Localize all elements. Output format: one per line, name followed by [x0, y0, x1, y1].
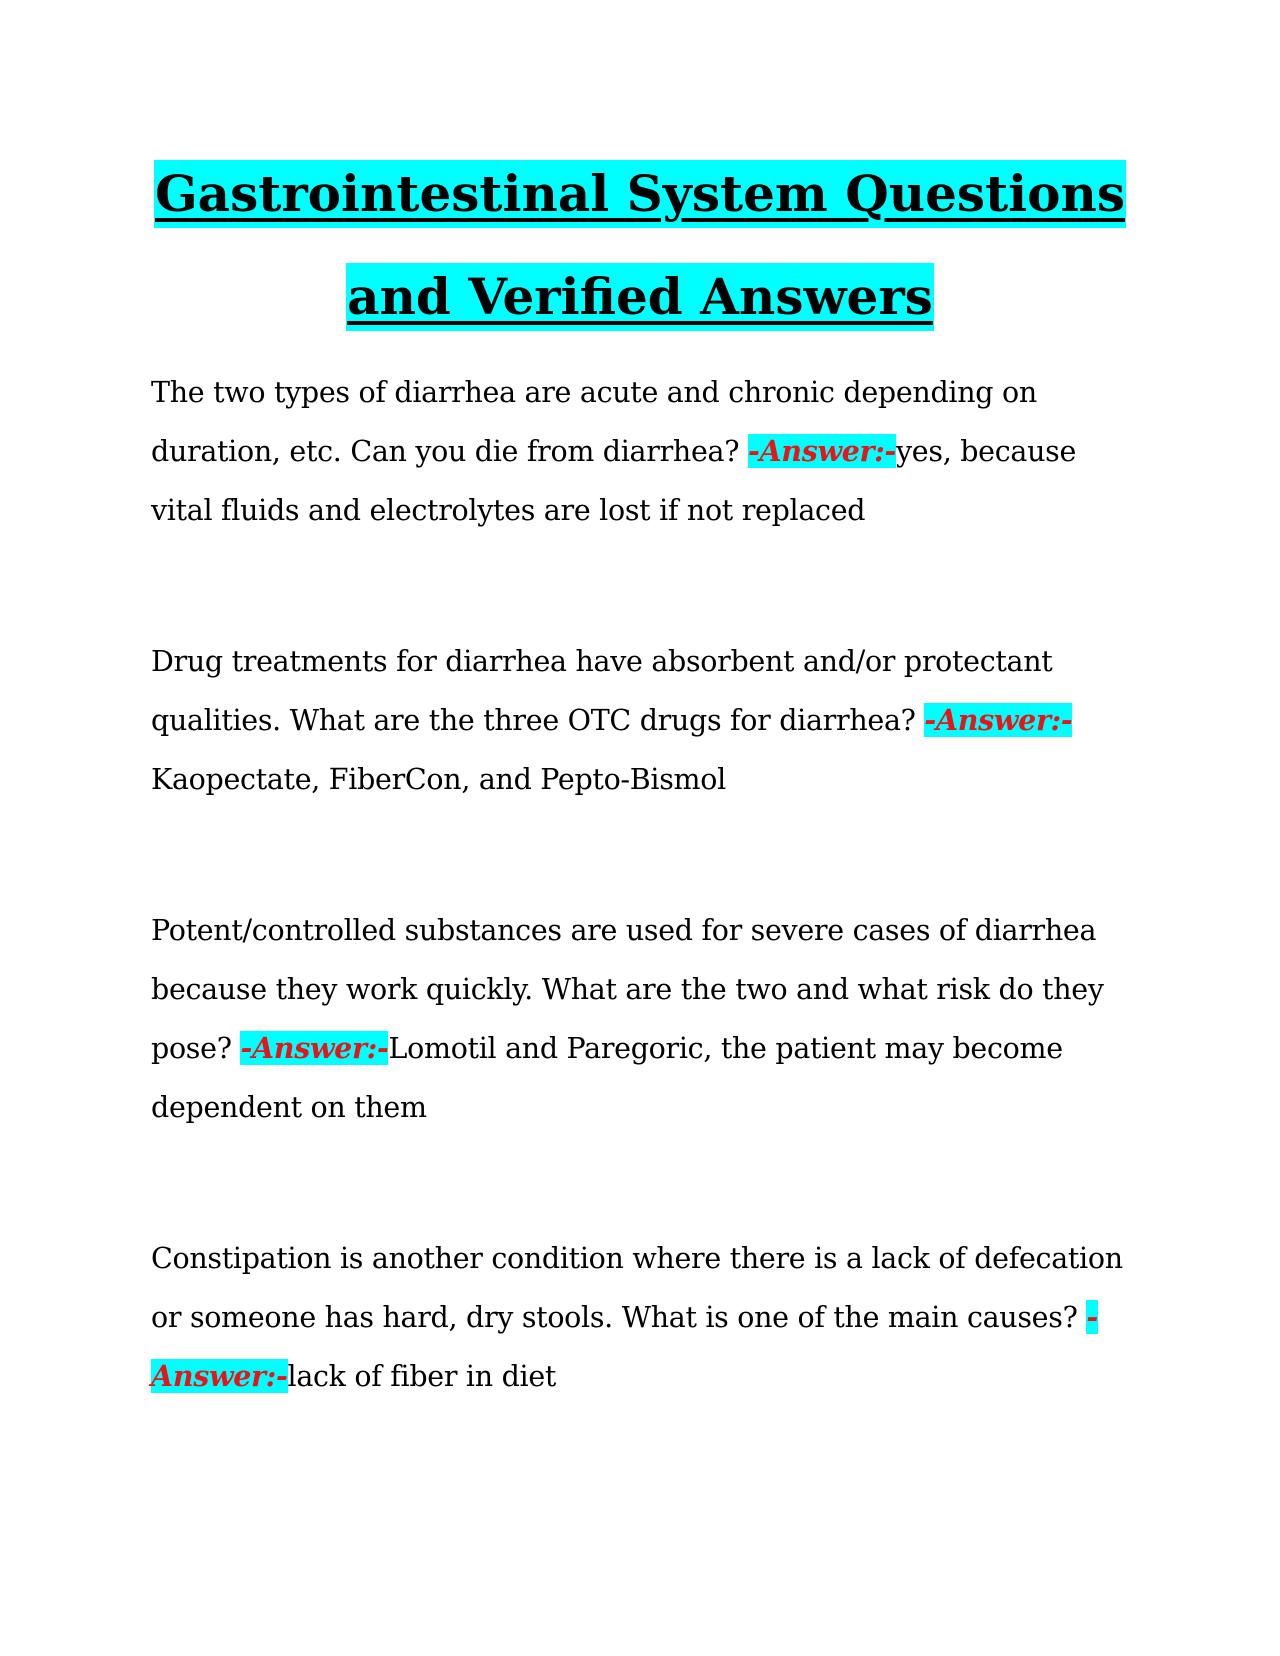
answer-label: -Answer:-: [924, 703, 1073, 737]
question-text: The two types of diarrhea are acute and chronic depending on duration, etc. Can you die from diarrhea?: [151, 376, 1037, 468]
qa-item: [151, 363, 1136, 540]
title-line-2: and Verified Answers: [346, 263, 934, 331]
answer-label: -Answer:-: [151, 1300, 1098, 1393]
question-text: Drug treatments for diarrhea have absorbent and/or protectant qualities. What are the three OTC drugs for diarrhea?: [151, 645, 1053, 737]
qa-item: [151, 632, 1136, 809]
question-text: Constipation is another condition where there is a lack of defecation or someone has hard, dry stools. What is one of the main causes?: [151, 1242, 1123, 1334]
answer-text: yes, because vital fluids and electrolytes are lost if not replaced: [151, 435, 1077, 527]
question-text: Potent/controlled substances are used for severe cases of diarrhea because they work quickly. What are the two and what risk do they pose?: [151, 914, 1104, 1065]
title-line-1: Gastrointestinal System Questions: [154, 160, 1126, 228]
qa-item: [151, 1229, 1136, 1406]
answer-label: -Answer:-: [240, 1031, 389, 1065]
qa-item: [151, 901, 1136, 1137]
answer-label: -Answer:-: [747, 434, 896, 468]
answer-text: Kaopectate, FiberCon, and Pepto-Bismol: [151, 763, 726, 796]
answer-text: Lomotil and Paregoric, the patient may become dependent on them: [151, 1032, 1063, 1124]
answer-text: lack of fiber in diet: [287, 1360, 557, 1393]
document-title: [0, 142, 1280, 348]
